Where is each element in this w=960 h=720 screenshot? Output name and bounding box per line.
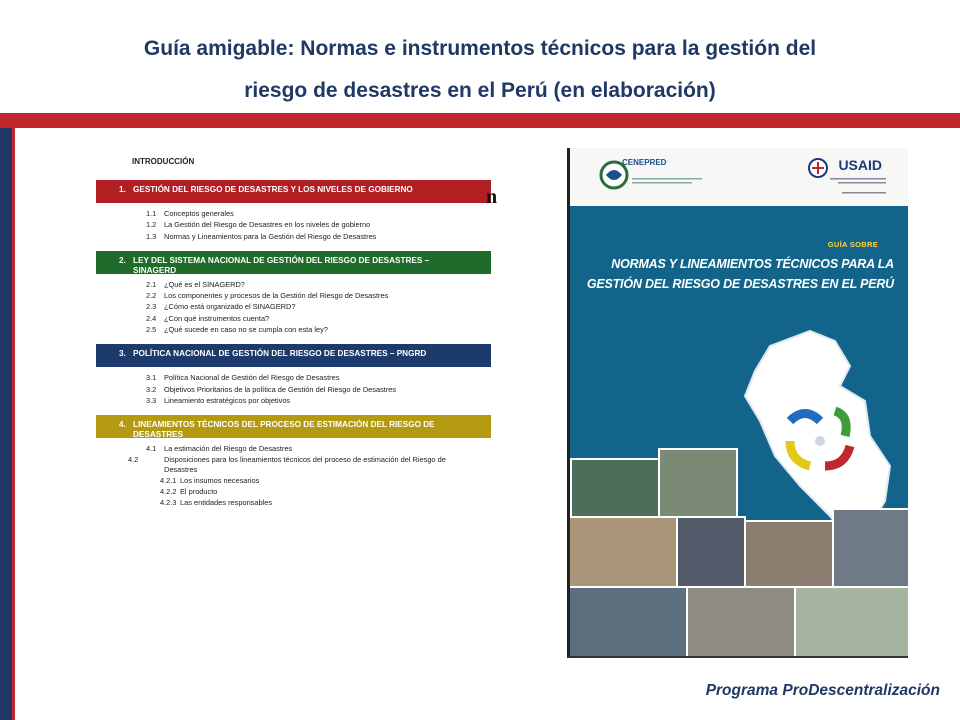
header-red-band [0,113,960,128]
toc-item-list [96,367,491,415]
toc-item-text: ¿Qué es el SINAGERD? [164,279,245,289]
toc-item [146,279,491,290]
toc-item-number: 2.5 [146,325,157,335]
toc-item [146,372,491,383]
toc-item [146,219,491,230]
cover-title-line-2: GESTIÓN DEL RIESGO DE DESASTRES EN EL PERÚ [586,277,894,291]
table-of-contents [96,152,491,517]
toc-section-title: LINEAMIENTOS TÉCNICOS DEL PROCESO DE ESTIMACIÓN DEL RIESGO DE DESASTRES [133,420,435,440]
toc-item-text: La Gestión del Riesgo de Desastres en los niveles de gobierno [164,220,371,230]
toc-section-heading [96,251,491,274]
cover-photo [568,516,678,588]
toc-item [146,395,491,406]
cover-photo [676,516,746,588]
cover-photo [832,508,908,588]
toc-item [146,231,491,242]
slide-title-line-2: riesgo de desastres en el Perú (en elaboración) [244,79,716,102]
toc-item-text: Las entidades responsables [180,498,273,508]
cover-logo-strip [570,148,908,206]
toc-item [146,290,491,301]
toc-item-number: 1.1 [146,209,157,218]
toc-item [146,497,491,508]
toc-item [146,301,491,312]
toc-item [146,384,491,395]
guide-cover-image [567,148,908,658]
cover-title-line-1: NORMAS Y LINEAMIENTOS TÉCNICOS PARA LA [611,257,894,271]
cover-kicker: GUÍA SOBRE [827,240,878,249]
toc-item [128,454,491,475]
toc-item-list [96,274,491,344]
cover-photo [794,586,908,658]
usaid-logo-text: USAID [838,157,882,173]
toc-section-heading [96,415,491,438]
toc-item-text: Conceptos generales [164,209,234,218]
toc-section-heading [96,180,491,203]
left-navy-band [0,128,12,720]
toc-item-text: Política Nacional de Gestión del Riesgo de Desastres [164,373,340,383]
toc-item-number: 3.1 [146,373,157,383]
toc-item-number: 2.3 [146,302,157,312]
toc-item-number: 4.2.2 [160,486,177,496]
cover-photo [568,586,688,658]
toc-item-number: 4.2 [128,454,139,464]
cover-photo [686,586,796,658]
toc-intro-heading: INTRODUCCIÓN [132,157,195,166]
cover-photo [744,520,834,588]
toc-item [146,313,491,324]
toc-item-number: 1.3 [146,231,157,241]
toc-section-number: 1. [119,185,126,194]
toc-item-text: ¿Qué sucede en caso no se cumpla con esta ley? [164,325,328,335]
cenepred-logo-text: CENEPRED [622,158,667,167]
toc-item-number: 4.1 [146,444,157,454]
toc-item-text: Lineamiento estratégicos por objetivos [164,395,291,405]
cover-photo [570,458,660,518]
toc-item-text: Disposiciones para los lineamientos técnicos del proceso de estimación del Riesgo de Desastres [164,454,446,474]
toc-item-text: La estimación del Riesgo de Desastres [164,444,293,454]
toc-item-list [96,438,491,517]
toc-item-text: Normas y Lineamientos para la Gestión del Riesgo de Desastres [164,231,377,241]
toc-item-number: 2.4 [146,313,157,323]
toc-item-text: Objetivos Prioritarios de la política de Gestión del Riesgo de Desastres [164,384,397,394]
toc-item-text: El producto [180,486,218,496]
footer-program-name: Programa ProDescentralización [705,682,940,699]
cover-photo-collage [570,448,908,656]
toc-section-number: 4. [119,420,126,430]
toc-section-number: 2. [119,255,126,265]
slide-title [20,28,940,112]
toc-section-number: 3. [119,349,126,359]
toc-item [146,486,491,497]
toc-item [146,208,491,219]
toc-section-title: POLÍTICA NACIONAL DE GESTIÓN DEL RIESGO DE DESASTRES – PNGRD [133,349,427,359]
stray-glyph: n [486,186,498,208]
toc-item-text: ¿Con qué instrumentos cuenta? [164,313,270,323]
cover-title [584,254,894,294]
toc-item [146,443,491,454]
toc-item-number: 4.2.3 [160,498,177,508]
toc-item-number: 2.1 [146,279,157,289]
toc-item-number: 4.2.1 [160,475,177,485]
toc-item-number: 1.2 [146,220,157,230]
left-red-stripe [12,128,15,720]
toc-item [146,475,491,486]
toc-section-title: GESTIÓN DEL RIESGO DE DESASTRES Y LOS NIVELES DE GOBIERNO [133,185,413,194]
cover-photo [658,448,738,518]
toc-section-heading [96,344,491,367]
toc-item-list [96,203,491,251]
toc-item-number: 3.2 [146,384,157,394]
toc-section-title: LEY DEL SISTEMA NACIONAL DE GESTIÓN DEL RIESGO DE DESASTRES – SINAGERD [133,255,430,275]
toc-item-text: Los componentes y procesos de la Gestión del Riesgo de Desastres [164,291,389,301]
toc-item-number: 2.2 [146,291,157,301]
slide-title-line-1: Guía amigable: Normas e instrumentos técnicos para la gestión del [143,37,817,60]
toc-item [146,324,491,335]
toc-item-text: Los insumos necesarios [180,475,260,485]
toc-item-text: ¿Cómo está organizado el SINAGERD? [164,302,296,312]
toc-item-number: 3.3 [146,395,157,405]
